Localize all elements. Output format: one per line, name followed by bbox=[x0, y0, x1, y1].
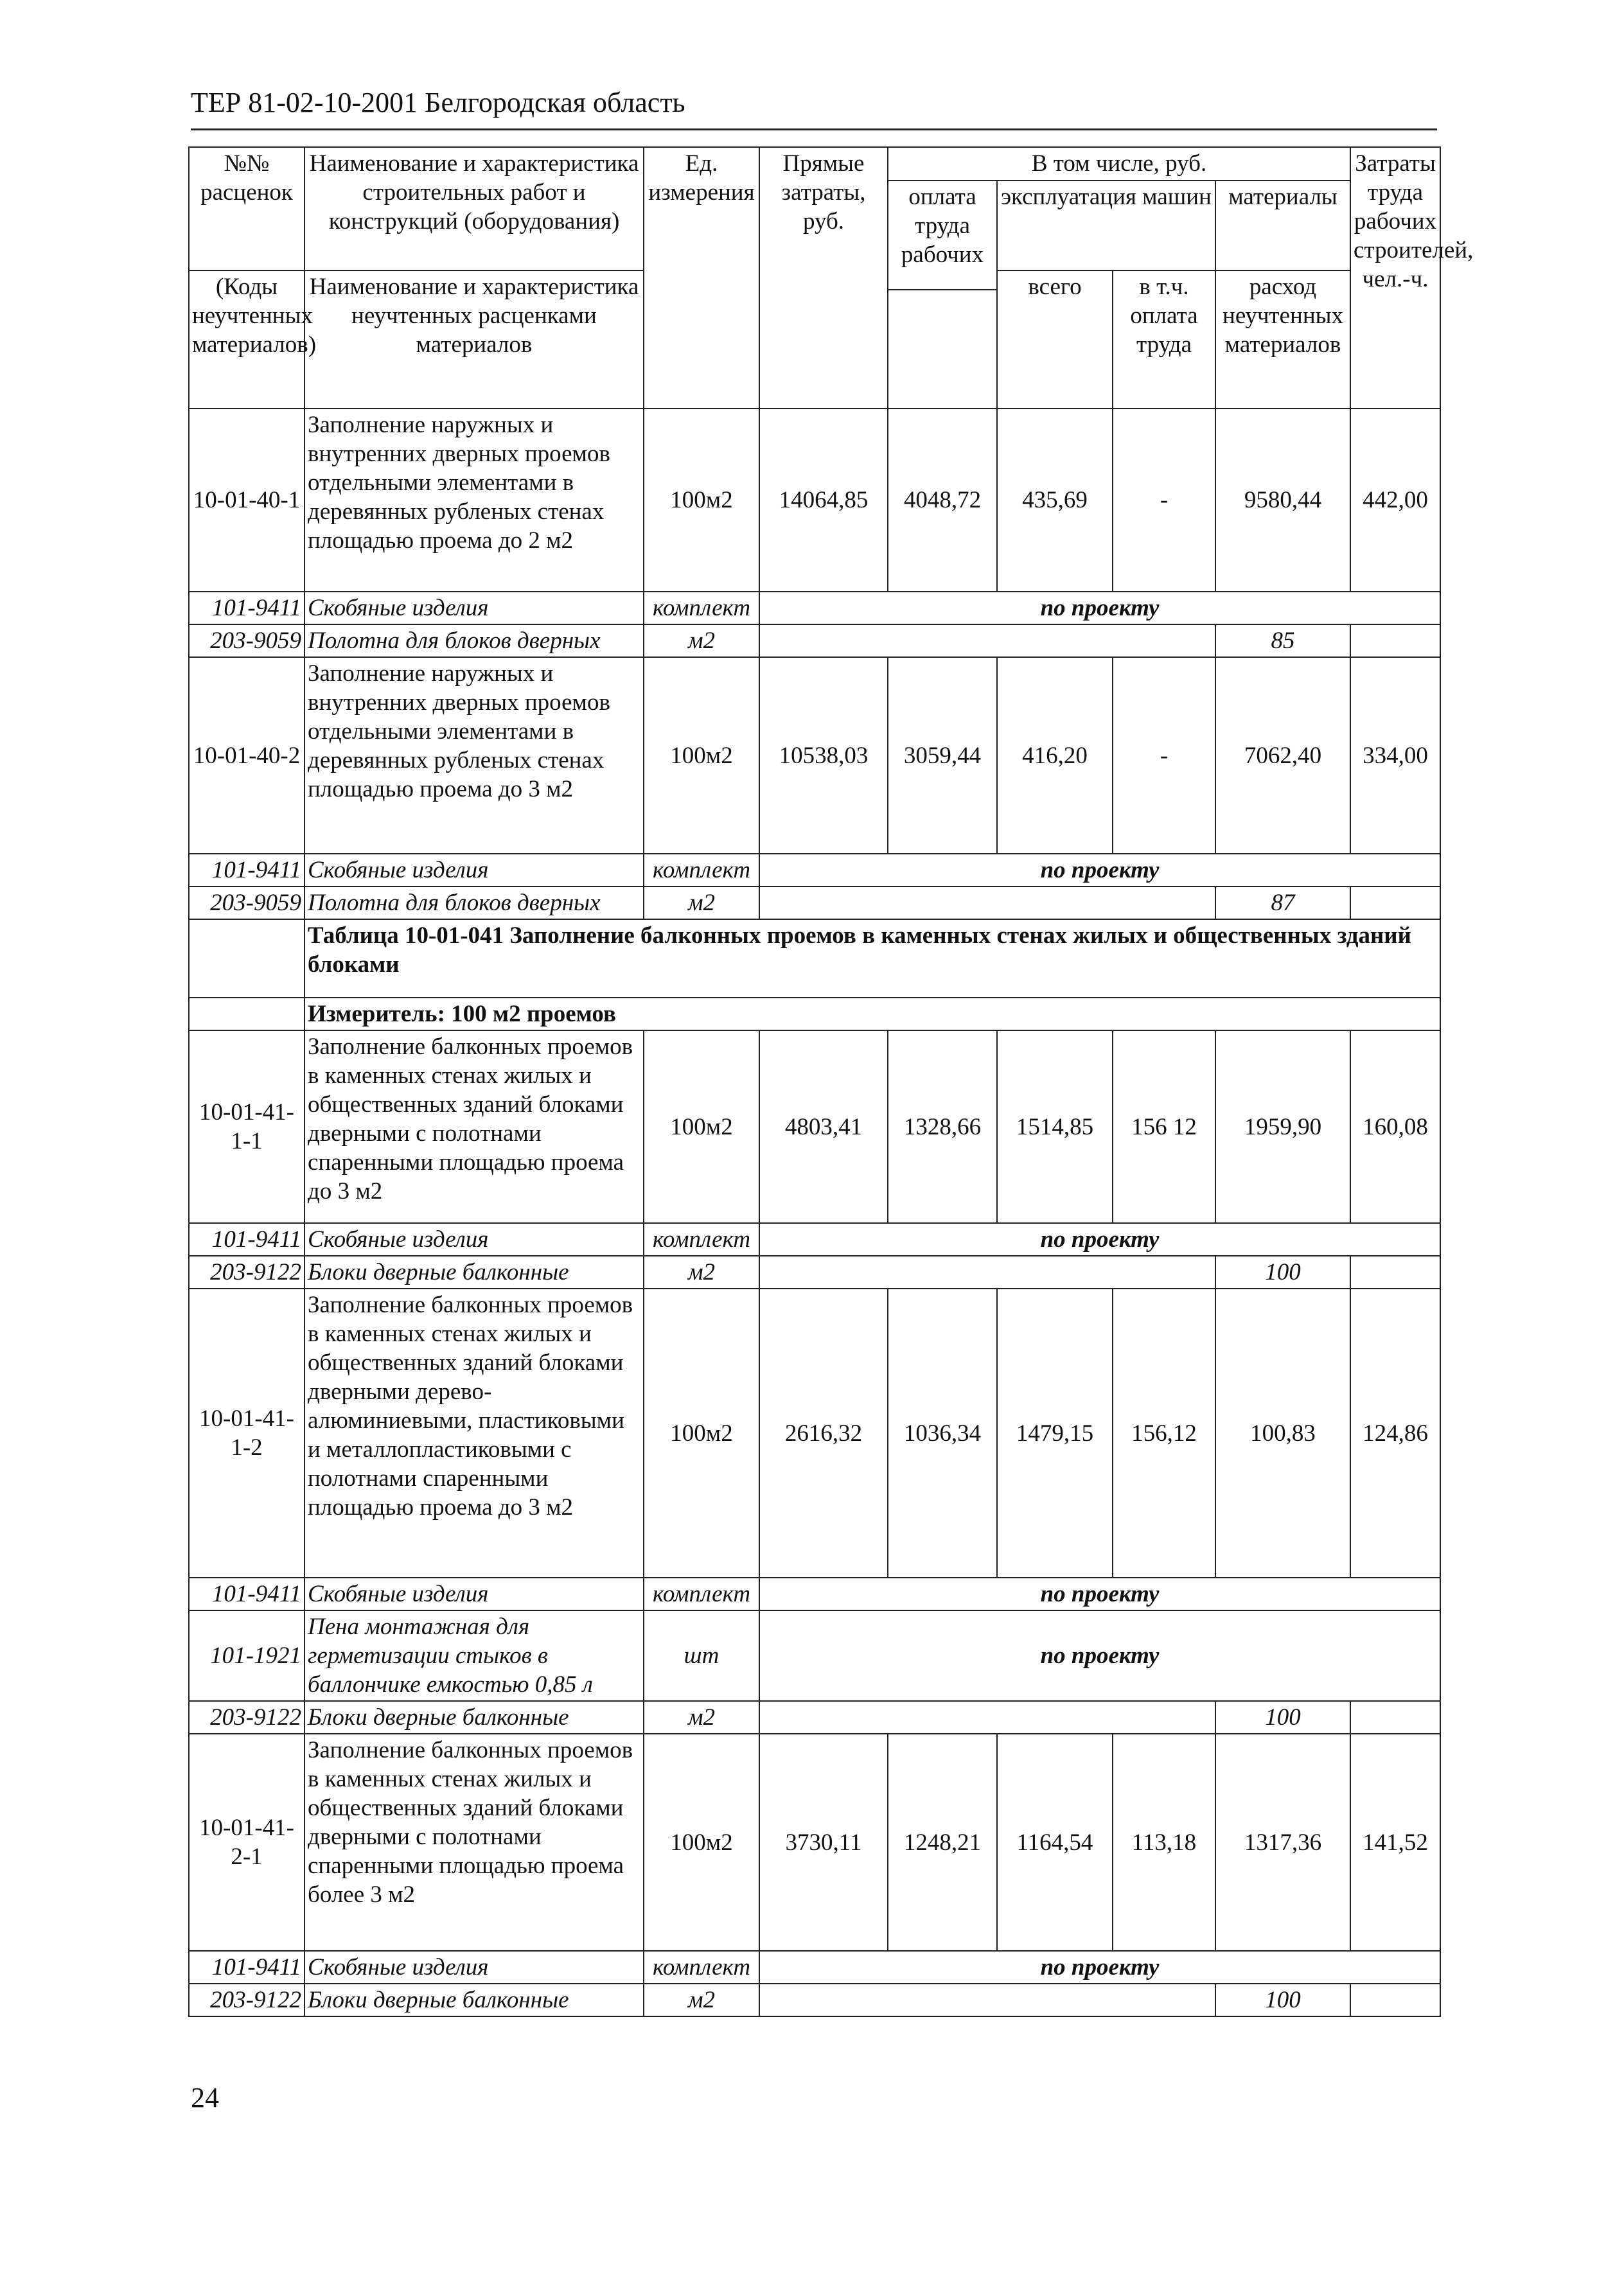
running-header: ТЕР 81-02-10-2001 Белгородская область bbox=[191, 87, 685, 118]
section-title-blank bbox=[189, 919, 304, 998]
th-wages-empty bbox=[888, 290, 997, 409]
material-qty: 100 bbox=[1215, 1984, 1350, 2016]
material-code: 203-9122 bbox=[189, 1984, 304, 2016]
th-machines: эксплуатация машин bbox=[997, 181, 1215, 270]
rate-materials: 1317,36 bbox=[1215, 1734, 1350, 1951]
material-code: 101-9411 bbox=[189, 1578, 304, 1610]
rate-mach-total: 1514,85 bbox=[997, 1030, 1113, 1223]
material-row bbox=[189, 1578, 1440, 1610]
material-qty: 85 bbox=[1215, 624, 1350, 657]
material-blank bbox=[759, 1984, 1215, 2016]
material-row bbox=[189, 1610, 1440, 1701]
material-code: 203-9122 bbox=[189, 1256, 304, 1289]
material-unit: комплект bbox=[644, 1578, 759, 1610]
material-row bbox=[189, 886, 1440, 919]
material-unit: комплект bbox=[644, 1951, 759, 1984]
material-name: Скобяные изделия bbox=[304, 854, 644, 886]
material-unit: комплект bbox=[644, 592, 759, 624]
material-blank bbox=[1350, 886, 1440, 919]
material-unit: м2 bbox=[644, 1984, 759, 2016]
section-measure: Измеритель: 100 м2 проемов bbox=[304, 998, 1440, 1030]
material-row bbox=[189, 1984, 1440, 2016]
material-code: 203-9059 bbox=[189, 886, 304, 919]
material-blank bbox=[1350, 1256, 1440, 1289]
rate-direct: 2616,32 bbox=[759, 1289, 888, 1578]
rate-mach-wages: 156,12 bbox=[1113, 1289, 1215, 1578]
material-unit: комплект bbox=[644, 1223, 759, 1256]
material-row bbox=[189, 1223, 1440, 1256]
material-row bbox=[189, 1701, 1440, 1734]
rate-name: Заполнение балконных проемов в каменных стенах жилых и общественных зданий блоками дверными с полотнами спаренными площадью проема более 3 м2 bbox=[304, 1734, 644, 1951]
material-blank bbox=[759, 886, 1215, 919]
rate-name: Заполнение балконных проемов в каменных стенах жилых и общественных зданий блоками дверными дерево-алюминиевыми, пластиковыми и металлопластиковыми с полотнами спаренными площадью проема до 3 м2 bbox=[304, 1289, 644, 1578]
material-blank bbox=[1350, 1984, 1440, 2016]
material-name: Полотна для блоков дверных bbox=[304, 886, 644, 919]
material-name: Скобяные изделия bbox=[304, 592, 644, 624]
section-title-row bbox=[189, 919, 1440, 998]
rates-table bbox=[188, 146, 1474, 2017]
rate-labor: 141,52 bbox=[1350, 1734, 1440, 1951]
rate-direct: 4803,41 bbox=[759, 1030, 888, 1223]
rate-labor: 334,00 bbox=[1350, 657, 1440, 854]
material-per-project: по проекту bbox=[759, 1223, 1440, 1256]
material-name: Пена монтажная для герметизации стыков в баллончике емкостью 0,85 л bbox=[304, 1610, 644, 1701]
material-unit: м2 bbox=[644, 886, 759, 919]
material-name: Блоки дверные балконные bbox=[304, 1701, 644, 1734]
rate-name: Заполнение балконных проемов в каменных стенах жилых и общественных зданий блоками дверными с полотнами спаренными площадью проема до 3 м2 bbox=[304, 1030, 644, 1223]
rate-code: 10-01-41-2-1 bbox=[189, 1734, 304, 1951]
header-rule bbox=[191, 128, 1437, 130]
material-name: Блоки дверные балконные bbox=[304, 1256, 644, 1289]
th-name-sub: Наименование и характеристика неучтенных расценками материалов bbox=[304, 270, 644, 409]
rate-unit: 100м2 bbox=[644, 1734, 759, 1951]
material-qty: 87 bbox=[1215, 886, 1350, 919]
measure-row bbox=[189, 998, 1440, 1030]
rate-unit: 100м2 bbox=[644, 1289, 759, 1578]
rate-code: 10-01-41-1-1 bbox=[189, 1030, 304, 1223]
material-unit: м2 bbox=[644, 1256, 759, 1289]
material-blank bbox=[759, 624, 1215, 657]
rate-materials: 7062,40 bbox=[1215, 657, 1350, 854]
material-per-project: по проекту bbox=[759, 592, 1440, 624]
rate-name: Заполнение наружных и внутренних дверных проемов отдельными элементами в деревянных рубленых стенах площадью проема до 3 м2 bbox=[304, 657, 644, 854]
table-row bbox=[189, 1289, 1440, 1578]
table-row bbox=[189, 657, 1440, 854]
rate-materials: 9580,44 bbox=[1215, 409, 1350, 592]
material-blank bbox=[759, 1701, 1215, 1734]
rate-code: 10-01-40-1 bbox=[189, 409, 304, 592]
rate-code: 10-01-41-1-2 bbox=[189, 1289, 304, 1578]
material-row bbox=[189, 1951, 1440, 1984]
material-blank bbox=[1350, 1701, 1440, 1734]
rate-unit: 100м2 bbox=[644, 657, 759, 854]
rate-name: Заполнение наружных и внутренних дверных проемов отдельными элементами в деревянных рубленых стенах площадью проема до 2 м2 bbox=[304, 409, 644, 592]
rate-unit: 100м2 bbox=[644, 1030, 759, 1223]
material-row bbox=[189, 592, 1440, 624]
th-incl: В том числе, руб. bbox=[888, 147, 1350, 181]
material-unit: м2 bbox=[644, 624, 759, 657]
rate-direct: 10538,03 bbox=[759, 657, 888, 854]
material-code: 203-9122 bbox=[189, 1701, 304, 1734]
rate-labor: 442,00 bbox=[1350, 409, 1440, 592]
rate-direct: 14064,85 bbox=[759, 409, 888, 592]
material-blank bbox=[759, 1256, 1215, 1289]
material-code: 101-1921 bbox=[189, 1610, 304, 1701]
rate-wages: 4048,72 bbox=[888, 409, 997, 592]
th-mat-sub: расход неучтенных материалов bbox=[1215, 270, 1350, 409]
rate-labor: 124,86 bbox=[1350, 1289, 1440, 1578]
rate-labor: 160,08 bbox=[1350, 1030, 1440, 1223]
material-unit: комплект bbox=[644, 854, 759, 886]
rate-wages: 1328,66 bbox=[888, 1030, 997, 1223]
page-number: 24 bbox=[191, 2082, 219, 2113]
rate-mach-wages: - bbox=[1113, 409, 1215, 592]
material-per-project: по проекту bbox=[759, 1610, 1440, 1701]
rate-code: 10-01-40-2 bbox=[189, 657, 304, 854]
material-row bbox=[189, 854, 1440, 886]
th-wages: оплата труда рабочих bbox=[888, 181, 997, 290]
rate-materials: 1959,90 bbox=[1215, 1030, 1350, 1223]
material-code: 101-9411 bbox=[189, 1223, 304, 1256]
th-name: Наименование и характеристика строительных работ и конструкций (оборудования) bbox=[304, 147, 644, 270]
material-per-project: по проекту bbox=[759, 1578, 1440, 1610]
material-name: Полотна для блоков дверных bbox=[304, 624, 644, 657]
rate-mach-wages: 113,18 bbox=[1113, 1734, 1215, 1951]
table-row bbox=[189, 1030, 1440, 1223]
table-row bbox=[189, 1734, 1440, 1951]
rate-wages: 1036,34 bbox=[888, 1289, 997, 1578]
material-name: Скобяные изделия bbox=[304, 1223, 644, 1256]
material-unit: м2 bbox=[644, 1701, 759, 1734]
th-mach-wages: в т.ч. оплата труда bbox=[1113, 270, 1215, 409]
material-code: 203-9059 bbox=[189, 624, 304, 657]
th-direct: Прямые затраты, руб. bbox=[759, 147, 888, 409]
rate-materials: 100,83 bbox=[1215, 1289, 1350, 1578]
material-code: 101-9411 bbox=[189, 854, 304, 886]
material-name: Блоки дверные балконные bbox=[304, 1984, 644, 2016]
rate-mach-wages: - bbox=[1113, 657, 1215, 854]
material-row bbox=[189, 624, 1440, 657]
th-materials: материалы bbox=[1215, 181, 1350, 270]
section-title: Таблица 10-01-041 Заполнение балконных проемов в каменных стенах жилых и общественных зданий блоками bbox=[304, 919, 1440, 998]
material-per-project: по проекту bbox=[759, 1951, 1440, 1984]
rate-mach-total: 1164,54 bbox=[997, 1734, 1113, 1951]
rate-mach-total: 435,69 bbox=[997, 409, 1113, 592]
th-code: №№ расценок bbox=[189, 147, 304, 270]
material-qty: 100 bbox=[1215, 1701, 1350, 1734]
th-mach-total: всего bbox=[997, 270, 1113, 409]
rate-mach-total: 1479,15 bbox=[997, 1289, 1113, 1578]
rate-wages: 3059,44 bbox=[888, 657, 997, 854]
rate-mach-total: 416,20 bbox=[997, 657, 1113, 854]
material-name: Скобяные изделия bbox=[304, 1951, 644, 1984]
material-code: 101-9411 bbox=[189, 1951, 304, 1984]
measure-blank bbox=[189, 998, 304, 1030]
rate-unit: 100м2 bbox=[644, 409, 759, 592]
rate-mach-wages: 156 12 bbox=[1113, 1030, 1215, 1223]
material-unit: шт bbox=[644, 1610, 759, 1701]
material-per-project: по проекту bbox=[759, 854, 1440, 886]
rate-direct: 3730,11 bbox=[759, 1734, 888, 1951]
th-code-sub: (Коды неучтенных материалов) bbox=[189, 270, 304, 409]
th-unit: Ед. измерения bbox=[644, 147, 759, 409]
table-row bbox=[189, 409, 1440, 592]
material-name: Скобяные изделия bbox=[304, 1578, 644, 1610]
rate-wages: 1248,21 bbox=[888, 1734, 997, 1951]
material-qty: 100 bbox=[1215, 1256, 1350, 1289]
material-blank bbox=[1350, 624, 1440, 657]
th-labor: Затраты труда рабочих строителей, чел.-ч. bbox=[1350, 147, 1440, 409]
material-row bbox=[189, 1256, 1440, 1289]
material-code: 101-9411 bbox=[189, 592, 304, 624]
